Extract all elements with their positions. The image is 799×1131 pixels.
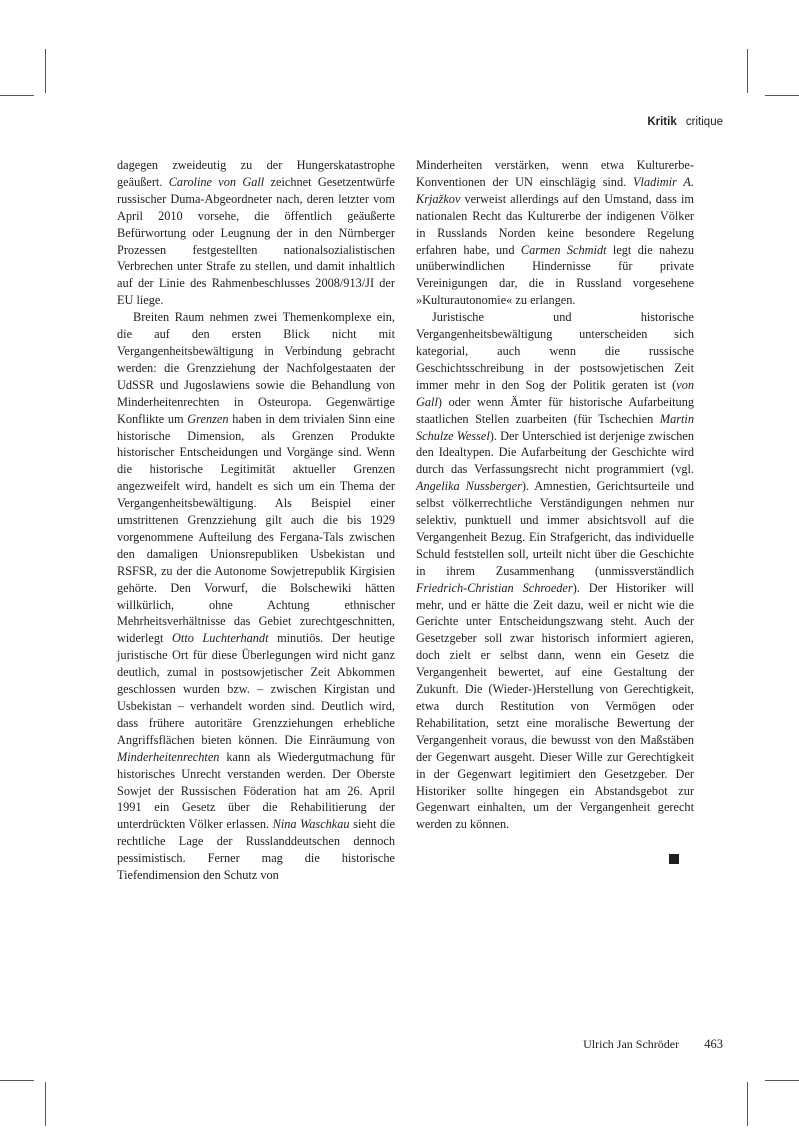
paragraph bbox=[416, 309, 694, 833]
crop-mark-top-left bbox=[45, 49, 46, 93]
italic-name: Minderheitenrechten bbox=[117, 749, 220, 764]
running-header bbox=[647, 116, 723, 128]
text-run: haben in dem trivialen Sinn eine historische Dimension, als Grenzen Produkte historischer Entscheidungen und Vorgänge sind. Wenn die historische Legitimität aktueller Grenzen angezweifelt wird, handelt es sich um ein Thema der Vergangenheitsbewältigung. Als Beispiel einer umstrittenen Grenzziehung gilt auch die bis 1929 vorgenommene Aufteilung des Fergana-Tals zwischen den damaligen Unionsrepubliken Usbekistan und RSFSR, zu der die Autonome Sowjetrepublik Kirgisien gehörte. Den Vorwurf, die Bolschewiki hätten willkürlich, ohne Achtung ethnischer Mehrheitsverhältnisse das Gebiet zurechtgeschnitten, widerlegt bbox=[117, 411, 395, 646]
text-run: Breiten Raum nehmen zwei Themenkomplexe ein, die auf den ersten Blick nicht mit Vergangenheitsbewältigung in Verbindung gebracht werden: die Grenzziehung der Nachfolgestaaten der UdSSR und Jugoslawiens sowie die Behandlung von Minderheitenrechten in Osteuropa. Gegenwärtige Konflikte um bbox=[117, 310, 395, 426]
crop-mark-top-left-h bbox=[0, 95, 34, 96]
section-keyword: Kritik bbox=[647, 116, 677, 128]
page-number: 463 bbox=[704, 1037, 723, 1051]
text-run: kann als Wiedergutmachung für historisches Unrecht verstanden werden. Der Oberste Sowjet der Russischen Föderation hat am 26. April 1991 ein Gesetz über die Rehabilitierung der unterdrückten Völker erlassen. bbox=[117, 749, 395, 832]
paragraph bbox=[117, 309, 395, 884]
italic-name: Vladimir A. Krjažkov bbox=[416, 174, 694, 206]
italic-name: Carmen Schmidt bbox=[520, 242, 607, 257]
italic-name: Martin Schulze Wessel bbox=[416, 411, 694, 443]
text-run: verweist allerdings auf den Umstand, dass im nationalen Recht das Kulturerbe der indigenen Völker in Russlands Norden keine besondere Regelung erfahren habe, und bbox=[416, 191, 694, 257]
italic-name: Caroline von Gall bbox=[168, 174, 265, 189]
crop-mark-bottom-right bbox=[747, 1082, 748, 1126]
crop-mark-top-right bbox=[747, 49, 748, 93]
page-footer bbox=[583, 1037, 723, 1052]
text-run: Juristische und historische Vergangenheitsbewältigung unterscheiden sich kategorial, auch wenn die russische Geschichtsschreibung in der postsowjetischen Zeit immer mehr in den Sog der Politik geraten ist ( bbox=[416, 310, 694, 392]
text-run: legt die nahezu unüberwindlichen Hindernisse für private Vereinigungen dar, die in Russland vorgesehene »Kulturautonomie« zu erlangen. bbox=[416, 242, 694, 308]
crop-mark-bottom-right-h bbox=[765, 1080, 799, 1081]
text-run: ). Der Historiker will mehr, und er hätte die Zeit dazu, weil er nicht wie die Gerichte unter Entscheidungszwang steht. Auch der Gesetzgeber soll zwar historisch informiert agieren, doch zielt er selbst dann, wenn ein Gesetz die Vergangenheit bewertet, auf eine Gestaltung der Zukunft. Die (Wieder-)Herstellung von Gerechtigkeit, etwa durch Restitution von Vermögen oder Rehabilitation, setzt eine moralische Bewertung der Vergangenheit voraus, die bewusst von den Maßstäben der Gegenwart ausgeht. Dieser Wille zur Gerechtigkeit in der Gegenwart legitimiert den Gesetzgeber. Der Historiker sollte hingegen ein Abstandsgebot zur Gegenwart einhalten, um der Vergangenheit gerecht werden zu können. bbox=[416, 580, 694, 832]
left-text-column bbox=[117, 157, 395, 884]
text-run: sieht die rechtliche Lage der Russlanddeutschen dennoch pessimistisch. Ferner mag die historische Tiefendimension den Schutz von bbox=[117, 817, 395, 883]
italic-name: Angelika Nussberger bbox=[416, 479, 522, 494]
crop-mark-bottom-left-h bbox=[0, 1080, 34, 1081]
paragraph bbox=[416, 157, 694, 309]
italic-name: Grenzen bbox=[187, 411, 229, 426]
crop-mark-bottom-left bbox=[45, 1082, 46, 1126]
author-name: Ulrich Jan Schröder bbox=[583, 1037, 680, 1051]
section-subtitle: critique bbox=[685, 116, 723, 128]
text-run: minutiös. Der heutige juristische Ort für diese Überlegungen wird nicht ganz deutlich, zumal in postsowjetischer Zeit Abkommen geschlossen wurden bzw. – zwischen Kirgistan und Usbekistan – verhandelt worden sind. Deutlich wird, dass frühere autoritäre Grenzziehungen erhebliche Angriffsflächen bieten können. Die Einräumung von bbox=[117, 631, 395, 747]
italic-name: Friedrich-Christian Schroeder bbox=[416, 580, 573, 595]
text-run: Minderheiten verstärken, wenn etwa Kulturerbe-Konventionen der UN einschlägig sind. bbox=[416, 158, 694, 189]
text-run: ). Der Unterschied ist derjenige zwischen den Idealtypen. Die Aufarbeitung der Geschichte wird durch das Verfassungsrecht nicht programmiert (vgl. bbox=[416, 428, 694, 477]
text-run: dagegen zweideutig zu der Hungerskatastrophe geäußert. bbox=[117, 158, 395, 189]
text-run: ) oder wenn Ämter für historische Aufarbeitung staatlichen Stellen zuarbeiten (für Tschechien bbox=[416, 394, 694, 426]
italic-name: Nina Waschkau bbox=[272, 817, 350, 832]
end-of-article-mark bbox=[669, 854, 679, 864]
right-text-column bbox=[416, 157, 694, 833]
paragraph bbox=[117, 157, 395, 309]
italic-name: Otto Luchterhandt bbox=[172, 631, 269, 646]
crop-mark-top-right-h bbox=[765, 95, 799, 96]
italic-name: von Gall bbox=[416, 377, 694, 409]
text-run: zeichnet Gesetzentwürfe russischer Duma-Abgeordneter nach, deren letzter vom April 2010 vorsehe, die öffentlich geäußerte Befürwortung oder Leugnung der in den Nürnberger Prozessen festgestellten nationalsozialistischen Verbrechen unter Strafe zu stellen, und damit inhaltlich auf der Linie des Rahmenbeschlusses 2008/913/JI der EU liege. bbox=[117, 174, 395, 308]
text-run: ). Amnestien, Gerichtsurteile und selbst völkerrechtliche Verständigungen nehmen nur selektiv, punktuell und immer absichtsvoll auf die Vergangenheit Bezug. Ein Strafgericht, das individuelle Schuld feststellen soll, urteilt nicht über die Geschichte in ihrem Zusammenhang (unmissverständlich bbox=[416, 479, 695, 578]
